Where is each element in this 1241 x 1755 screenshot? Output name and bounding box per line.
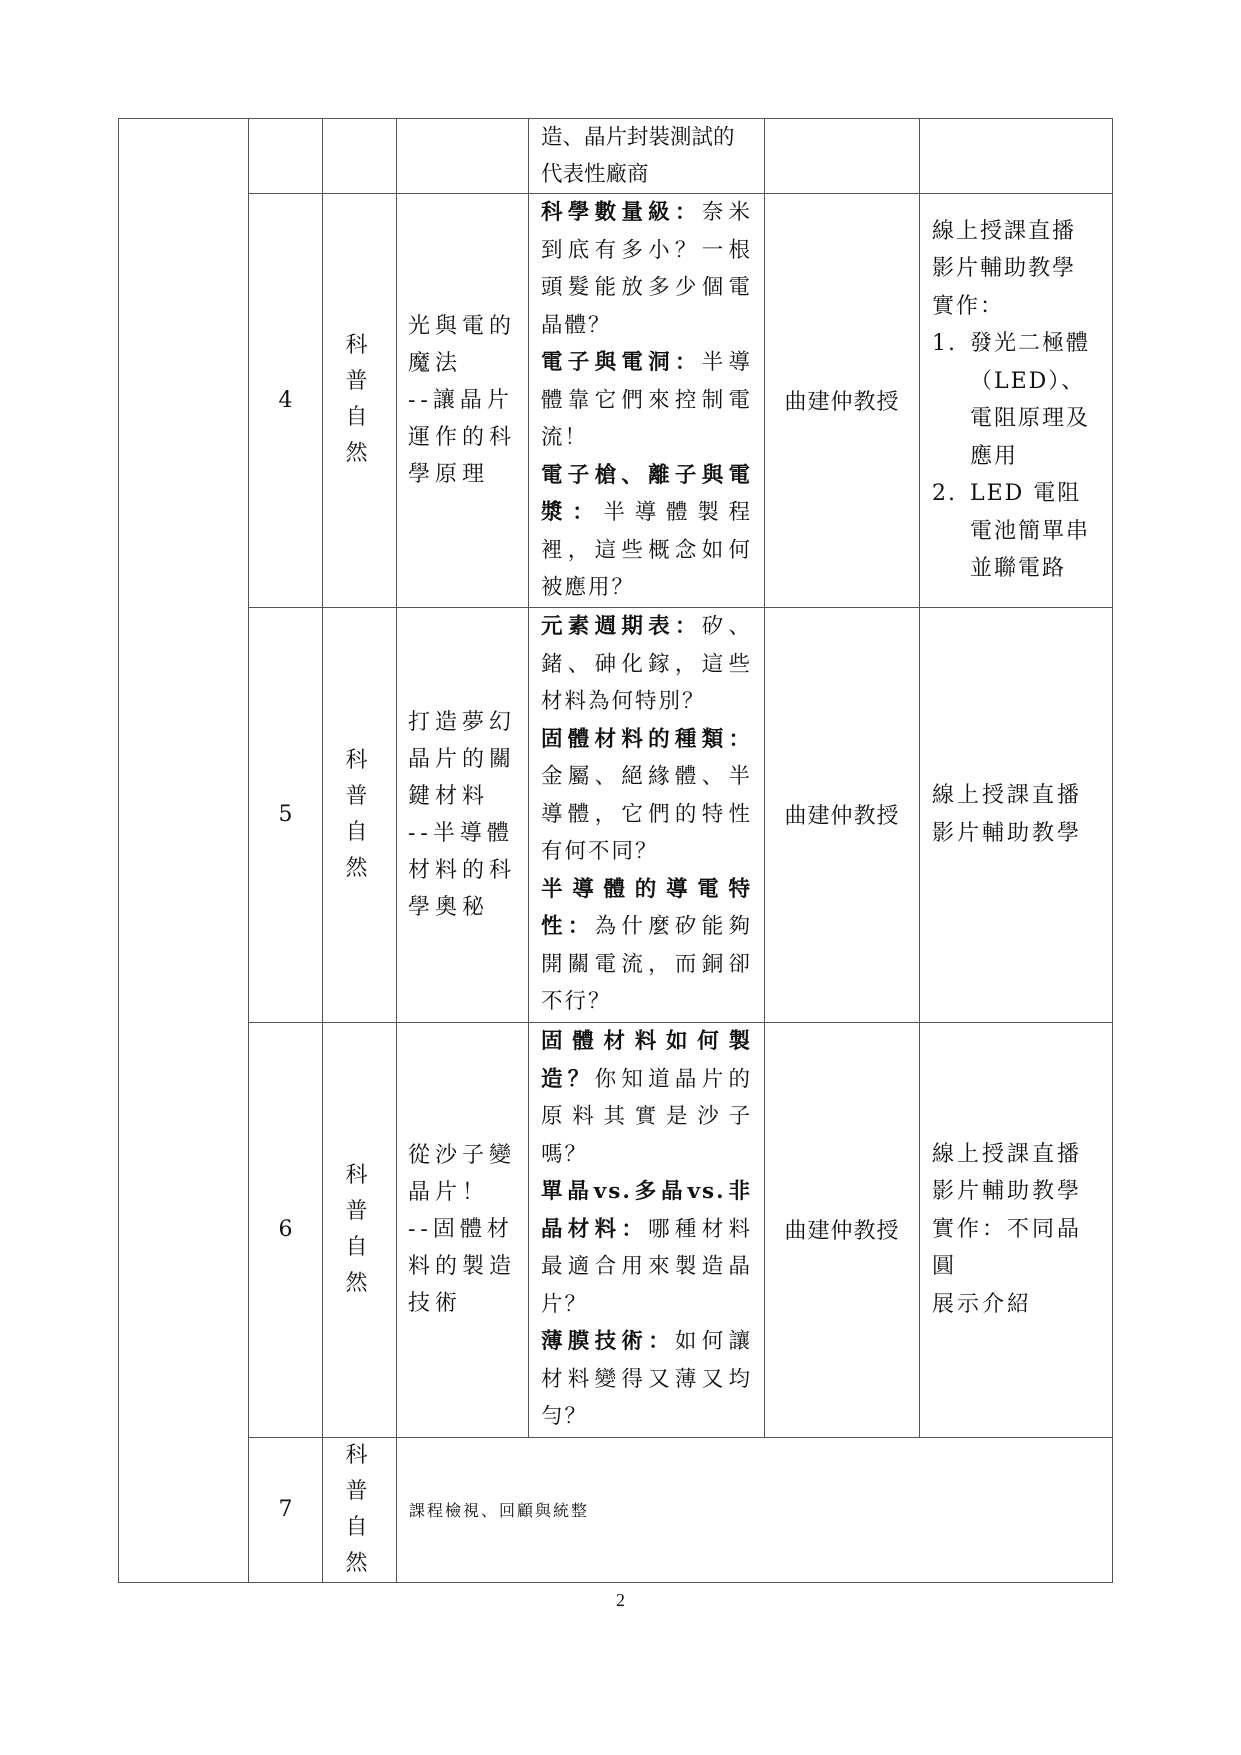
- category-line: 科普: [345, 747, 374, 809]
- content-heading: 科學數量級：: [541, 200, 702, 225]
- content-text: 半導體靠它們來控制電流！: [541, 350, 752, 450]
- content-line: 造、晶片封裝測試的: [541, 125, 735, 150]
- content-heading: 元素週期表：: [541, 614, 702, 640]
- week-cell: [249, 1437, 323, 1582]
- content-item: [541, 1173, 752, 1323]
- notes-list-item: [932, 325, 1100, 475]
- content-heading: 固體材料如何製造？: [541, 1029, 752, 1092]
- list-number: 2.: [932, 481, 957, 507]
- topic-cell: [397, 119, 529, 194]
- category-cell: [323, 1022, 397, 1437]
- content-cell: [529, 194, 765, 608]
- topic-line: --讓晶片: [408, 387, 514, 413]
- notes-cell: [920, 119, 1113, 194]
- topic-line: 技術: [408, 1291, 463, 1316]
- instructor-name: 曲建仲教授: [784, 1219, 900, 1244]
- week-cell: [249, 119, 323, 194]
- instructor-cell: [765, 119, 920, 194]
- category-cell: [323, 119, 397, 194]
- topic-line: 光與電的: [408, 313, 517, 339]
- topic-line: 學原理: [408, 461, 490, 487]
- content-text: 金屬、絕緣體、半導體，它們的特性有何不同？: [541, 764, 752, 865]
- content-item: [541, 457, 752, 607]
- instructor-name: 曲建仲教授: [784, 804, 900, 829]
- content-heading: 單晶vs.多晶vs.非晶材料：: [541, 1179, 752, 1242]
- content-heading: 電子與電洞：: [541, 350, 702, 375]
- table-row-week-5: [119, 607, 1113, 1022]
- content-text: 為什麼矽能夠開關電流，而銅卻不行？: [541, 914, 752, 1015]
- notes-line: 實作：不同晶圓: [932, 1216, 1083, 1280]
- notes-line: 影片輔助教學: [932, 1179, 1083, 1205]
- topic-line: --固體材: [408, 1217, 514, 1242]
- notes-line: 線上授課直播: [932, 1141, 1083, 1167]
- content-heading: 電子槍、離子與電漿：: [541, 462, 752, 525]
- notes-line: 實作：: [932, 293, 1005, 319]
- topic-line: 鍵材料: [408, 783, 490, 809]
- week-cell: [249, 607, 323, 1022]
- page-number: 2: [616, 1590, 625, 1610]
- topic-line: 學奧秘: [408, 894, 490, 920]
- week-number: 6: [278, 1217, 293, 1242]
- notes-line: 線上授課直播: [932, 218, 1077, 244]
- week-cell: [249, 194, 323, 608]
- instructor-cell: [765, 607, 920, 1022]
- category-line: 科普: [345, 333, 374, 395]
- category-cell: [323, 1437, 397, 1582]
- content-item: [541, 871, 752, 1021]
- notes-cell: [920, 194, 1113, 608]
- content-cell: [529, 1022, 765, 1437]
- category-line: 自然: [345, 405, 374, 467]
- notes-cell: [920, 1022, 1113, 1437]
- category-line: 科普: [345, 1162, 374, 1224]
- table-row-week-7: [119, 1437, 1113, 1582]
- notes-list-item: [932, 475, 1100, 588]
- instructor-name: 曲建仲教授: [784, 389, 900, 415]
- content-heading: 薄膜技術：: [541, 1329, 675, 1355]
- content-text: 奈米到底有多小？一根頭髮能放多少個電晶體？: [541, 200, 752, 338]
- list-text: LED 電阻電池簡單串並聯電路: [970, 481, 1091, 582]
- course-schedule-table: [118, 118, 1113, 1583]
- notes-line: 影片輔助教學: [932, 256, 1077, 282]
- topic-line: 從沙子變: [408, 1143, 517, 1168]
- content-item: [541, 194, 752, 344]
- topic-line: 料的製造: [408, 1254, 517, 1279]
- notes-cell: [920, 607, 1113, 1022]
- content-heading: 固體材料的種類：: [541, 726, 752, 752]
- topic-line: 魔法: [408, 350, 463, 376]
- list-number: 1.: [932, 331, 957, 357]
- category-cell: [323, 607, 397, 1022]
- content-item: [541, 608, 752, 721]
- week-number: 5: [278, 802, 293, 827]
- content-item: [541, 1023, 752, 1173]
- week-number: 7: [278, 1497, 293, 1522]
- table-row-week-4: [119, 194, 1113, 608]
- topic-line: 打造夢幻: [408, 709, 517, 735]
- content-text: 哪種材料最適合用來製造晶片？: [541, 1216, 752, 1317]
- content-item: [541, 721, 752, 871]
- content-text: 如何讓材料變得又薄又均勻？: [541, 1329, 752, 1430]
- category-line: 自然: [345, 1234, 374, 1296]
- content-cell: [529, 119, 765, 194]
- content-heading: 半導體的導電特性：: [541, 876, 752, 940]
- summary-text: 課程檢視、回顧與統整: [409, 1501, 590, 1520]
- topic-line: 晶片的關: [408, 746, 517, 772]
- instructor-cell: [765, 194, 920, 608]
- category-line: 自然: [345, 1514, 374, 1576]
- merged-left-column: [119, 119, 249, 1583]
- week-number: 4: [278, 387, 293, 413]
- notes-line: 線上授課直播: [932, 783, 1083, 808]
- content-line: 代表性廠商: [541, 162, 649, 187]
- topic-cell: [397, 194, 529, 608]
- topic-cell: [397, 607, 529, 1022]
- summary-cell: [397, 1437, 1113, 1582]
- topic-line: 運作的科: [408, 424, 517, 450]
- category-line: 自然: [345, 819, 374, 881]
- topic-line: 晶片！: [408, 1180, 490, 1205]
- table-row-week-6: [119, 1022, 1113, 1437]
- content-item: [541, 344, 752, 457]
- topic-line: --半導體: [408, 820, 514, 846]
- content-text: 矽、鍺、砷化鎵，這些材料為何特別？: [541, 614, 752, 715]
- table-row-continuation: [119, 119, 1113, 194]
- list-text: 發光二極體（LED）、電阻原理及應用: [970, 331, 1091, 469]
- content-text: 半導體製程裡，這些概念如何被應用？: [541, 500, 752, 600]
- category-cell: [323, 194, 397, 608]
- topic-cell: [397, 1022, 529, 1437]
- category-line: 科普: [345, 1442, 374, 1504]
- content-cell: [529, 607, 765, 1022]
- notes-list: [932, 325, 1100, 588]
- week-cell: [249, 1022, 323, 1437]
- instructor-cell: [765, 1022, 920, 1437]
- content-item: [541, 1323, 752, 1436]
- notes-line: 展示介紹: [932, 1291, 1033, 1317]
- notes-line: 影片輔助教學: [932, 820, 1083, 846]
- content-text: 你知道晶片的原料其實是沙子嗎？: [541, 1066, 752, 1167]
- topic-line: 材料的科: [408, 857, 517, 883]
